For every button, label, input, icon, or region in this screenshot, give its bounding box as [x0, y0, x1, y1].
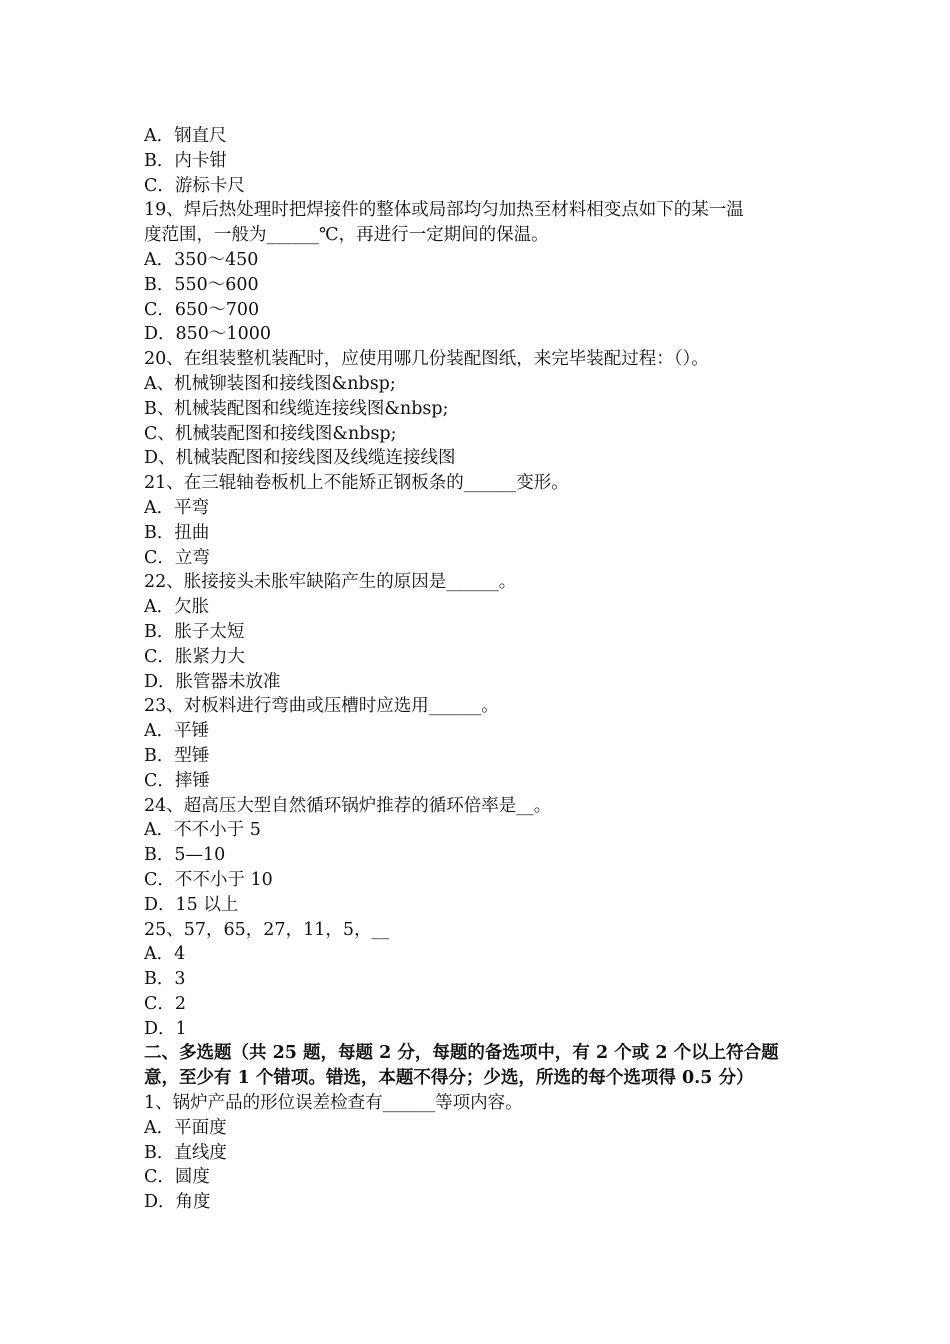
text-line: B．5—10 [144, 845, 226, 866]
text-line: B．扭曲 [144, 522, 210, 543]
text-line: A．平面度 [144, 1117, 227, 1138]
text-line: 1、锅炉产品的形位误差检查有______等项内容。 [144, 1093, 523, 1114]
text-line: A、机械铆装图和接线图&nbsp; [144, 373, 396, 394]
text-line: A．4 [144, 944, 186, 965]
text-line: A．钢直尺 [144, 126, 227, 146]
text-line: D．15 以上 [144, 894, 239, 915]
text-line: 25、57，65，27，11，5，__ [144, 919, 389, 940]
text-line: B．550～600 [144, 274, 259, 295]
text-line: B．3 [144, 969, 186, 990]
text-line: B．型锤 [144, 745, 210, 766]
text-line: C．圆度 [144, 1167, 210, 1188]
text-line: B、机械装配图和线缆连接线图&nbsp; [144, 398, 449, 419]
text-line: 22、胀接接头未胀牢缺陷产生的原因是______。 [144, 572, 517, 593]
text-line: D．1 [144, 1018, 187, 1039]
text-line: D．角度 [144, 1192, 211, 1213]
text-line: C．游标卡尺 [144, 175, 245, 196]
text-line: C、机械装配图和接线图&nbsp; [144, 423, 397, 444]
text-line: 21、在三辊轴卷板机上不能矫正钢板条的______变形。 [144, 473, 569, 494]
document-body [144, 124, 810, 1215]
text-line: C．胀紧力大 [144, 646, 245, 667]
text-line: B．内卡钳 [144, 150, 227, 171]
section-heading-line: 意，至少有 1 个错项。错选，本题不得分；少选，所选的每个选项得 0.5 分） [144, 1068, 754, 1089]
text-line: 19、焊后热处理时把焊接件的整体或局部均匀加热至材料相变点如下的某一温 [144, 200, 744, 221]
text-line: 20、在组装整机装配时，应使用哪几份装配图纸，来完毕装配过程：（）。 [144, 349, 709, 370]
text-line: A．不不小于 5 [144, 820, 261, 841]
text-line: B．直线度 [144, 1142, 227, 1163]
text-line: C．不不小于 10 [144, 869, 273, 890]
text-line: C．650～700 [144, 299, 260, 320]
text-line: C．摔锤 [144, 770, 210, 791]
text-line: A．欠胀 [144, 597, 210, 618]
text-line: B．胀子太短 [144, 621, 245, 642]
text-line: C．立弯 [144, 547, 210, 568]
section-heading-line: 二、多选题（共 25 题，每题 2 分，每题的备选项中，有 2 个或 2 个以上符合题 [144, 1043, 779, 1064]
text-line: A．350～450 [144, 249, 259, 270]
text-line: D．850～1000 [144, 324, 271, 345]
text-line: 24、超高压大型自然循环锅炉推荐的循环倍率是__。 [144, 795, 552, 816]
text-line: A．平弯 [144, 497, 210, 518]
text-line: D．胀管器未放准 [144, 671, 281, 692]
text-line: 度范围，一般为______℃，再进行一定期间的保温。 [144, 225, 549, 246]
text-line: A．平锤 [144, 721, 210, 742]
text-line: C．2 [144, 993, 187, 1014]
text-line: 23、对板料进行弯曲或压槽时应选用______。 [144, 696, 499, 717]
text-line: D、机械装配图和接线图及线缆连接线图 [144, 448, 456, 469]
